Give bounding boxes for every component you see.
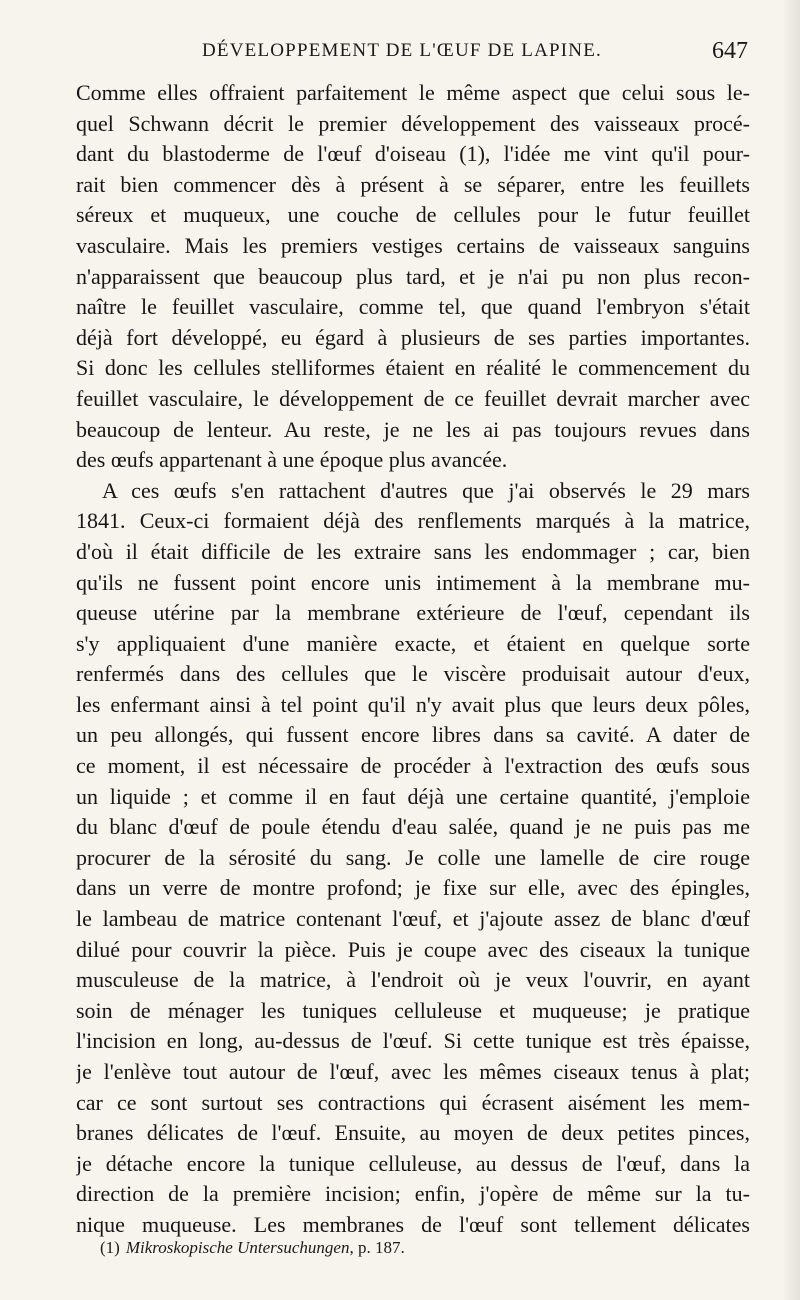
- text-line: d'où il était difficile de les extraire sans les endommager ; car, bien: [76, 538, 750, 564]
- text-line: soin de ménager les tuniques celluleuse et muqueuse; je pratique: [76, 997, 750, 1023]
- text-line: un liquide ; et comme il en faut déjà une certaine quantité, j'emploie: [76, 783, 750, 809]
- text-line: séreux et muqueux, une couche de cellules pour le futur feuillet: [76, 202, 750, 228]
- page-edge-shadow: [782, 0, 800, 1300]
- text-line: les enfermant ainsi à tel point qu'il n'y avait plus que leurs deux pôles,: [76, 691, 750, 717]
- text-line: rait bien commencer dès à présent à se séparer, entre les feuillets: [76, 171, 750, 197]
- text-line: dilué pour couvrir la pièce. Puis je coupe avec des ciseaux la tunique: [76, 936, 750, 962]
- paragraph-start-line: A ces œufs s'en rattachent d'autres que j'ai observés le 29 mars: [102, 477, 750, 503]
- text-line: 1841. Ceux-ci formaient déjà des renflements marqués à la matrice,: [76, 508, 750, 534]
- text-line: dans un verre de montre profond; je fixe sur elle, avec des épingles,: [76, 875, 750, 901]
- text-line: quel Schwann décrit le premier développement des vaisseaux procé-: [76, 110, 750, 136]
- text-line: renfermés dans des cellules que le viscère produisait autour d'eux,: [76, 661, 750, 687]
- text-line: procurer de la sérosité du sang. Je colle une lamelle de cire rouge: [76, 844, 750, 870]
- text-line: du blanc d'œuf de poule étendu d'eau salée, quand je ne puis pas me: [76, 814, 750, 840]
- text-line: le lambeau de matrice contenant l'œuf, et j'ajoute assez de blanc d'œuf: [76, 906, 750, 932]
- text-line: car ce sont surtout ses contractions qui écrasent aisément les mem-: [76, 1089, 750, 1115]
- footnote-work-title: Mikroskopische Untersuchungen: [125, 1238, 350, 1257]
- footnote: [100, 1238, 405, 1258]
- text-line: beaucoup de lenteur. Au reste, je ne les ai pas toujours revues dans: [76, 416, 750, 442]
- text-line: direction de la première incision; enfin, j'opère de même sur la tu-: [76, 1181, 750, 1207]
- text-line: déjà fort développé, eu égard à plusieurs de ses parties importantes.: [76, 324, 750, 350]
- text-line: qu'ils ne fussent point encore unis intimement à la membrane mu-: [76, 569, 750, 595]
- text-line: n'apparaissent que beaucoup plus tard, et je n'ai pu non plus recon-: [76, 263, 750, 289]
- text-line: Si donc les cellules stelliformes étaient en réalité le commencement du: [76, 355, 750, 381]
- text-line: un peu allongés, qui fussent encore libres dans sa cavité. A dater de: [76, 722, 750, 748]
- text-line: naître le feuillet vasculaire, comme tel, que quand l'embryon s'était: [76, 294, 750, 320]
- text-line: dant du blastoderme de l'œuf d'oiseau (1), l'idée me vint qu'il pour-: [76, 141, 750, 167]
- text-line: musculeuse de la matrice, à l'endroit où je veux l'ouvrir, en ayant: [76, 967, 750, 993]
- text-line: queuse utérine par la membrane extérieure de l'œuf, cependant ils: [76, 600, 750, 626]
- text-line: ce moment, il est nécessaire de procéder à l'extraction des œufs sous: [76, 753, 750, 779]
- text-line: branes délicates de l'œuf. Ensuite, au moyen de deux petites pinces,: [76, 1120, 750, 1146]
- paragraph-end-line: des œufs appartenant à une époque plus avancée.: [76, 447, 508, 473]
- text-line: je l'enlève tout autour de l'œuf, avec les mêmes ciseaux tenus à plat;: [76, 1059, 750, 1084]
- text-line: je détache encore la tunique celluleuse, au dessus de l'œuf, dans la: [76, 1150, 750, 1176]
- running-title: DÉVELOPPEMENT DE L'ŒUF DE LAPINE.: [202, 40, 602, 61]
- page-number: 647: [712, 38, 748, 64]
- text-line: l'incision en long, au-dessus de l'œuf. Si cette tunique est très épaisse,: [76, 1028, 750, 1054]
- footnote-page-ref: , p. 187.: [349, 1238, 405, 1257]
- body-text: [76, 78, 750, 1241]
- text-line: feuillet vasculaire, le développement de ce feuillet devrait marcher avec: [76, 385, 750, 411]
- text-line: vasculaire. Mais les premiers vestiges certains de vaisseaux sanguins: [76, 232, 750, 258]
- footnote-marker: (1): [100, 1238, 120, 1257]
- running-head: [74, 38, 750, 72]
- text-line: nique muqueuse. Les membranes de l'œuf sont tellement délicates: [76, 1211, 750, 1237]
- text-line: Comme elles offraient parfaitement le même aspect que celui sous le-: [76, 80, 750, 105]
- text-line: s'y appliquaient d'une manière exacte, et étaient en quelque sorte: [76, 630, 750, 656]
